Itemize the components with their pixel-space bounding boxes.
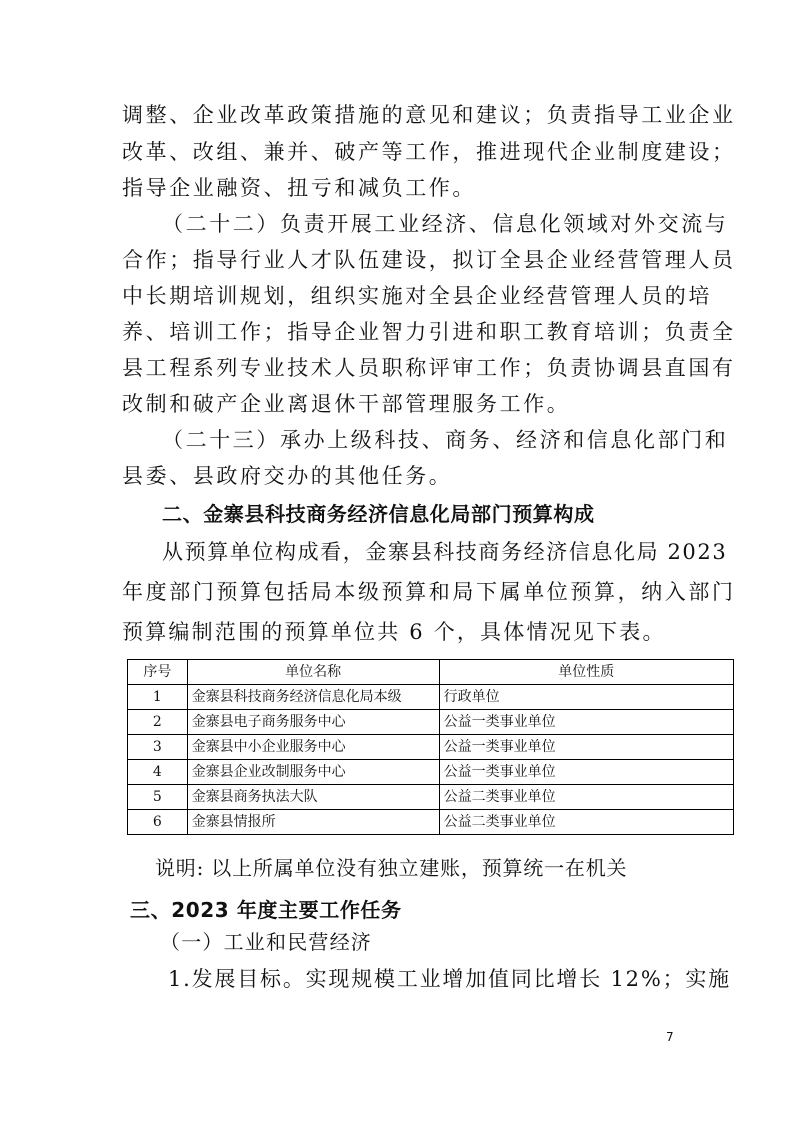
text-line: 调整、企业改革政策措施的意见和建议；负责指导工业企业 (122, 103, 736, 127)
column-header-unit-type: 单位性质 (439, 660, 733, 685)
page-number: 7 (666, 1030, 674, 1044)
table-row (128, 685, 734, 710)
text-line: 1.发展目标。实现规模工业增加值同比增长 12%；实施 (168, 967, 731, 991)
cell-unit-type: 公益一类事业单位 (439, 710, 733, 735)
cell-unit-name: 金寨县电子商务服务中心 (187, 710, 439, 735)
table-row (128, 735, 734, 760)
cell-unit-type: 公益二类事业单位 (439, 810, 733, 835)
table-row (128, 710, 734, 735)
text-line: 改革、改组、兼并、破产等工作，推进现代企业制度建设； (122, 140, 736, 164)
cell-index: 1 (128, 685, 188, 710)
table-row (128, 810, 734, 835)
section-heading-budget-structure: 二、金寨县科技商务经济信息化局部门预算构成 (162, 502, 595, 526)
text-line: 改制和破产企业离退休干部管理服务工作。 (122, 392, 571, 416)
section-heading-work-tasks: 三、2023 年度主要工作任务 (130, 898, 402, 922)
text-line: 县工程系列专业技术人员职称评审工作；负责协调县直国有 (122, 356, 736, 380)
text-line: 从预算单位构成看，金寨县科技商务经济信息化局 2023 (162, 540, 728, 564)
table-note: 说明: 以上所属单位没有独立建账，预算统一在机关 (155, 856, 628, 880)
cell-unit-type: 公益一类事业单位 (439, 760, 733, 785)
column-header-index: 序号 (128, 660, 188, 685)
cell-index: 4 (128, 760, 188, 785)
cell-index: 2 (128, 710, 188, 735)
cell-index: 5 (128, 785, 188, 810)
table-header-row (128, 660, 734, 685)
table-row (128, 785, 734, 810)
text-line: 年度部门预算包括局本级预算和局下属单位预算，纳入部门 (122, 580, 736, 604)
text-line: 指导企业融资、扭亏和减负工作。 (122, 176, 476, 200)
text-line: （二十三）承办上级科技、商务、经济和信息化部门和 (162, 428, 729, 452)
cell-unit-type: 公益一类事业单位 (439, 735, 733, 760)
cell-unit-name: 金寨县情报所 (187, 810, 439, 835)
cell-unit-name: 金寨县企业改制服务中心 (187, 760, 439, 785)
table-row (128, 760, 734, 785)
cell-index: 3 (128, 735, 188, 760)
text-line: 合作；指导行业人才队伍建设，拟订全县企业经营管理人员 (122, 248, 736, 272)
text-line: 中长期培训规划，组织实施对全县企业经营管理人员的培 (122, 284, 712, 308)
budget-unit-table (127, 659, 734, 835)
text-line: 县委、县政府交办的其他任务。 (122, 464, 453, 488)
cell-index: 6 (128, 810, 188, 835)
subsection-heading: （一）工业和民营经济 (160, 930, 372, 954)
text-line: （二十二）负责开展工业经济、信息化领域对外交流与 (162, 212, 729, 236)
text-line: 预算编制范围的预算单位共 6 个，具体情况见下表。 (122, 620, 666, 644)
cell-unit-type: 行政单位 (439, 685, 733, 710)
text-line: 养、培训工作；指导企业智力引进和职工教育培训；负责全 (122, 320, 736, 344)
cell-unit-name: 金寨县商务执法大队 (187, 785, 439, 810)
cell-unit-name: 金寨县中小企业服务中心 (187, 735, 439, 760)
column-header-unit-name: 单位名称 (187, 660, 439, 685)
cell-unit-name: 金寨县科技商务经济信息化局本级 (187, 685, 439, 710)
cell-unit-type: 公益二类事业单位 (439, 785, 733, 810)
